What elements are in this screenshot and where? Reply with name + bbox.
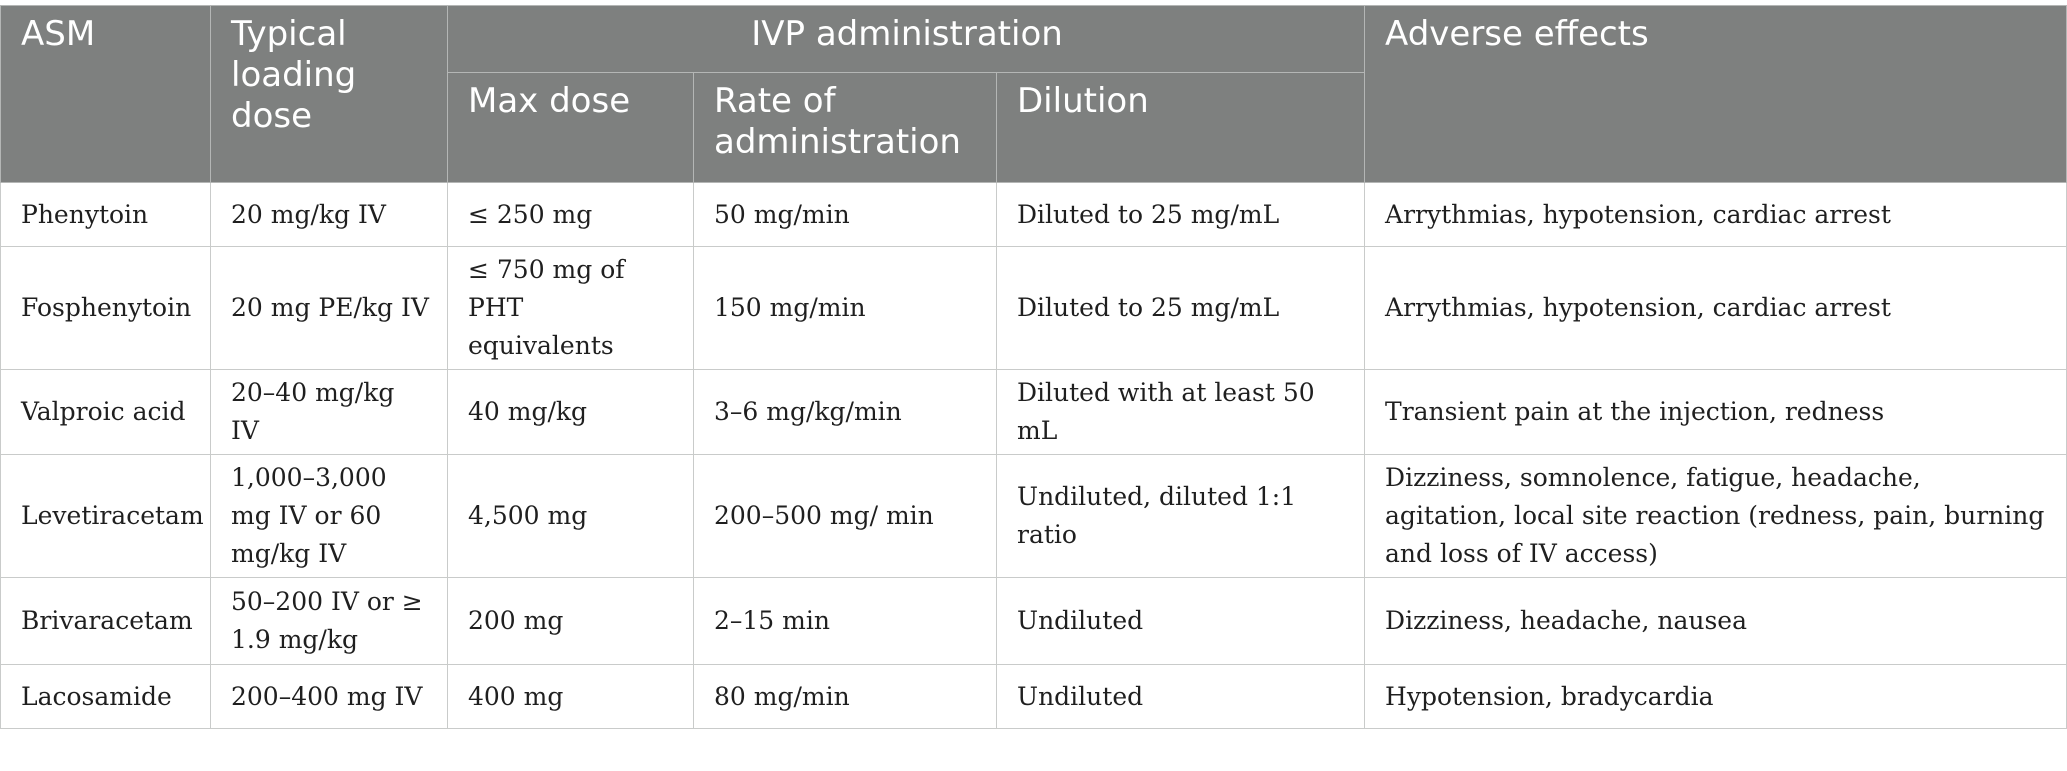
cell-adverse-effects: Dizziness, headache, nausea <box>1365 578 2067 665</box>
cell-rate: 2–15 min <box>694 578 997 665</box>
table-row <box>1 665 2067 729</box>
header-max-dose: Max dose <box>448 73 694 183</box>
cell-max-dose: 400 mg <box>448 665 694 729</box>
cell-adverse-effects: Hypotension, bradycardia <box>1365 665 2067 729</box>
cell-asm: Valproic acid <box>1 370 211 455</box>
header-adverse-effects: Adverse effects <box>1365 6 2067 183</box>
table-body <box>1 183 2067 729</box>
table-row <box>1 183 2067 247</box>
table-header <box>1 6 2067 183</box>
cell-rate: 200–500 mg/ min <box>694 455 997 578</box>
header-asm: ASM <box>1 6 211 183</box>
cell-loading-dose: 50–200 IV or ≥ 1.9 mg/kg <box>211 578 448 665</box>
table-row <box>1 455 2067 578</box>
asm-loading-dose-table <box>0 5 2067 729</box>
cell-adverse-effects: Transient pain at the injection, redness <box>1365 370 2067 455</box>
cell-asm: Fosphenytoin <box>1 247 211 370</box>
cell-loading-dose: 20 mg/kg IV <box>211 183 448 247</box>
cell-adverse-effects: Arrythmias, hypotension, cardiac arrest <box>1365 183 2067 247</box>
cell-asm: Lacosamide <box>1 665 211 729</box>
cell-max-dose: 40 mg/kg <box>448 370 694 455</box>
cell-max-dose: ≤ 250 mg <box>448 183 694 247</box>
cell-dilution: Undiluted <box>997 665 1365 729</box>
header-ivp-administration: IVP administration <box>448 6 1365 73</box>
header-dilution: Dilution <box>997 73 1365 183</box>
header-rate: Rate of administration <box>694 73 997 183</box>
table-row <box>1 370 2067 455</box>
cell-rate: 50 mg/min <box>694 183 997 247</box>
cell-loading-dose: 20 mg PE/kg IV <box>211 247 448 370</box>
cell-asm: Brivaracetam <box>1 578 211 665</box>
cell-max-dose: 4,500 mg <box>448 455 694 578</box>
cell-asm: Levetiracetam <box>1 455 211 578</box>
table-row <box>1 578 2067 665</box>
header-loading-dose: Typical loading dose <box>211 6 448 183</box>
cell-loading-dose: 200–400 mg IV <box>211 665 448 729</box>
cell-dilution: Diluted to 25 mg/mL <box>997 183 1365 247</box>
cell-dilution: Diluted to 25 mg/mL <box>997 247 1365 370</box>
cell-adverse-effects: Arrythmias, hypotension, cardiac arrest <box>1365 247 2067 370</box>
cell-dilution: Undiluted <box>997 578 1365 665</box>
cell-dilution: Diluted with at least 50 mL <box>997 370 1365 455</box>
cell-rate: 3–6 mg/kg/min <box>694 370 997 455</box>
cell-max-dose: 200 mg <box>448 578 694 665</box>
cell-dilution: Undiluted, diluted 1:1 ratio <box>997 455 1365 578</box>
cell-adverse-effects: Dizziness, somnolence, fatigue, headache, agitation, local site reaction (redness, pain, burning and loss of IV access) <box>1365 455 2067 578</box>
cell-loading-dose: 20–40 mg/kg IV <box>211 370 448 455</box>
cell-loading-dose: 1,000–3,000 mg IV or 60 mg/kg IV <box>211 455 448 578</box>
table-row <box>1 247 2067 370</box>
cell-rate: 80 mg/min <box>694 665 997 729</box>
cell-max-dose: ≤ 750 mg of PHT equivalents <box>448 247 694 370</box>
cell-asm: Phenytoin <box>1 183 211 247</box>
cell-rate: 150 mg/min <box>694 247 997 370</box>
